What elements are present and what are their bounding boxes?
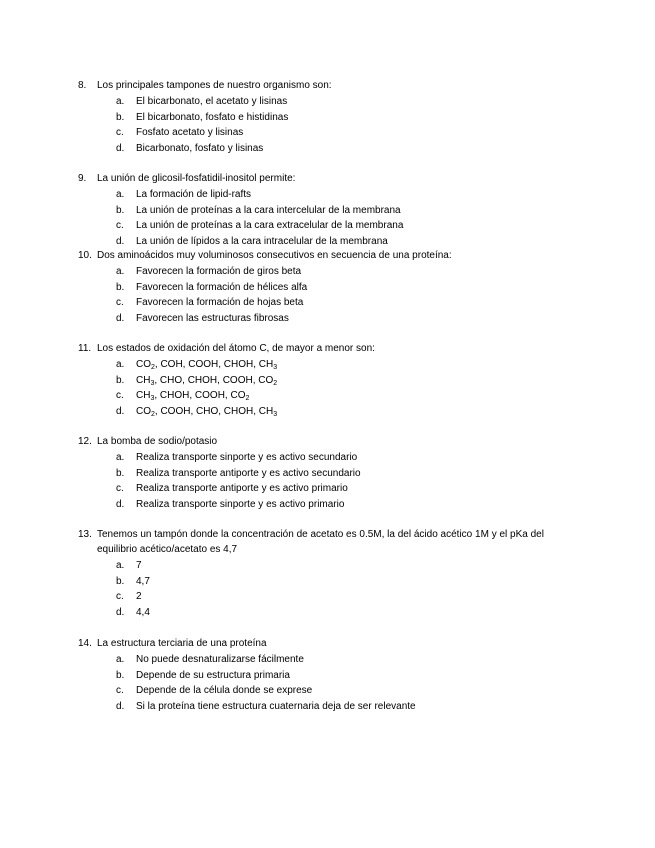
option-text: Favorecen la formación de hojas beta xyxy=(136,297,304,309)
option-letter: d. xyxy=(116,405,125,417)
question-stem xyxy=(78,636,608,651)
option-letter: a. xyxy=(116,560,125,571)
option-b xyxy=(78,280,608,296)
question-text: La unión de glicosil-fosfatidil-inositol permite: xyxy=(97,173,296,184)
option-d xyxy=(78,605,608,621)
question-number: 9. xyxy=(78,173,87,184)
formula-text: , CHOH, COOH, CO xyxy=(154,390,246,402)
option-letter: d. xyxy=(116,606,125,618)
subscript: 3 xyxy=(150,395,155,403)
option-a xyxy=(78,558,608,574)
question-stem xyxy=(78,171,608,186)
option-text: El bicarbonato, fosfato e histidinas xyxy=(136,111,289,123)
option-c xyxy=(78,125,608,141)
question-stem xyxy=(78,434,608,449)
option-text: Realiza transporte sinporte y es activo secundario xyxy=(136,452,358,463)
question-9 xyxy=(78,171,608,249)
question-text: La bomba de sodio/potasio xyxy=(97,436,218,447)
question-14 xyxy=(78,636,608,714)
option-letter: b. xyxy=(116,669,125,681)
question-number: 8. xyxy=(78,80,87,91)
formula-text: , COH, COOH, CHOH, CH xyxy=(154,359,274,370)
option-text: Realiza transporte antiporte y es activo secundario xyxy=(136,467,361,479)
option-b xyxy=(78,203,608,219)
option-letter: c. xyxy=(116,220,124,232)
question-number: 10. xyxy=(78,250,92,261)
subscript: 2 xyxy=(245,395,250,403)
formula-text: , COOH, CHO, CHOH, CH xyxy=(154,405,274,417)
subscript: 2 xyxy=(151,364,155,371)
option-text: Favorecen la formación de giros beta xyxy=(136,266,302,277)
option-letter: a. xyxy=(116,359,125,370)
option-b xyxy=(78,466,608,482)
option-text: Favorecen la formación de hélices alfa xyxy=(136,281,308,293)
option-letter: b. xyxy=(116,281,125,293)
option-letter: a. xyxy=(116,654,125,665)
option-d xyxy=(78,404,608,420)
option-text: La unión de proteínas a la cara intercelular de la membrana xyxy=(136,204,401,216)
option-letter: b. xyxy=(116,575,125,587)
option-letter: a. xyxy=(116,452,125,463)
question-number: 13. xyxy=(78,529,92,540)
question-text: Dos aminoácidos muy voluminosos consecutivos en secuencia de una proteína: xyxy=(97,250,452,261)
option-text: La unión de proteínas a la cara extracelular de la membrana xyxy=(136,220,404,232)
option-b xyxy=(78,668,608,684)
option-c xyxy=(78,589,608,605)
option-d xyxy=(78,311,608,327)
option-text: 2 xyxy=(136,591,142,603)
option-letter: a. xyxy=(116,189,125,200)
option-b xyxy=(78,574,608,590)
subscript: 2 xyxy=(151,410,155,418)
option-letter: c. xyxy=(116,591,124,603)
subscript: 3 xyxy=(273,364,278,371)
formula-text: CH xyxy=(136,390,151,402)
option-text xyxy=(136,390,249,401)
option-letter: b. xyxy=(116,374,125,386)
option-text: Depende de la célula donde se exprese xyxy=(136,685,313,697)
option-letter: c. xyxy=(116,685,124,697)
option-text: Realiza transporte sinporte y es activo primario xyxy=(136,498,345,510)
option-a xyxy=(78,357,608,373)
option-a xyxy=(78,187,608,203)
option-text xyxy=(136,375,277,386)
option-text: 4,4 xyxy=(136,606,150,618)
option-letter: c. xyxy=(116,390,124,402)
formula-text: CO xyxy=(136,359,151,370)
option-text: La unión de lípidos a la cara intracelular de la membrana xyxy=(136,235,388,247)
option-c xyxy=(78,683,608,699)
option-d xyxy=(78,699,608,715)
option-d xyxy=(78,497,608,513)
option-letter: b. xyxy=(116,467,125,479)
option-text: Fosfato acetato y lisinas xyxy=(136,127,244,139)
question-text-line-1: Tenemos un tampón donde la concentración de acetato es 0.5M, la del ácido acético 1M y el pKa del xyxy=(97,529,544,540)
option-a xyxy=(78,450,608,466)
option-b xyxy=(78,110,608,126)
question-8 xyxy=(78,78,608,156)
subscript: 3 xyxy=(273,410,278,418)
option-a xyxy=(78,264,608,280)
question-10 xyxy=(78,248,608,326)
option-text: Depende de su estructura primaria xyxy=(136,669,290,681)
option-text: El bicarbonato, el acetato y lisinas xyxy=(136,96,288,107)
question-stem xyxy=(78,248,608,263)
option-text: Si la proteína tiene estructura cuaternaria deja de ser relevante xyxy=(136,700,416,712)
formula-text: CO xyxy=(136,405,151,417)
question-text: Los principales tampones de nuestro organismo son: xyxy=(97,80,332,91)
option-text: Favorecen las estructuras fibrosas xyxy=(136,312,289,324)
question-stem xyxy=(78,341,608,356)
question-number: 12. xyxy=(78,436,92,447)
option-letter: c. xyxy=(116,483,124,495)
option-c xyxy=(78,218,608,234)
option-a xyxy=(78,652,608,668)
option-text: 7 xyxy=(136,560,142,571)
option-text: Realiza transporte antiporte y es activo primario xyxy=(136,483,348,495)
question-12 xyxy=(78,434,608,512)
option-d xyxy=(78,141,608,157)
question-number: 11. xyxy=(78,343,92,354)
option-letter: d. xyxy=(116,312,125,324)
formula-text: CH xyxy=(136,374,151,386)
option-letter: d. xyxy=(116,142,125,154)
question-13 xyxy=(78,527,608,620)
option-text xyxy=(136,359,277,370)
option-letter: b. xyxy=(116,204,125,216)
option-letter: b. xyxy=(116,111,125,123)
option-letter: c. xyxy=(116,297,124,309)
question-stem xyxy=(78,527,608,557)
option-letter: d. xyxy=(116,235,125,247)
option-text: La formación de lipid-rafts xyxy=(136,189,252,200)
option-c xyxy=(78,388,608,404)
question-text: Los estados de oxidación del átomo C, de mayor a menor son: xyxy=(97,343,375,354)
option-letter: a. xyxy=(116,266,125,277)
option-text xyxy=(136,406,277,417)
subscript: 3 xyxy=(150,379,155,387)
option-letter: a. xyxy=(116,96,125,107)
option-letter: d. xyxy=(116,700,125,712)
question-text: La estructura terciaria de una proteína xyxy=(97,638,267,649)
option-a xyxy=(78,94,608,110)
formula-text: , CHO, CHOH, COOH, CO xyxy=(154,374,274,386)
option-b xyxy=(78,373,608,389)
option-c xyxy=(78,295,608,311)
subscript: 2 xyxy=(273,379,278,387)
option-letter: d. xyxy=(116,498,125,510)
option-text: Bicarbonato, fosfato y lisinas xyxy=(136,142,264,154)
question-text-line-2: equilibrio acético/acetato es 4,7 xyxy=(97,544,238,555)
question-stem xyxy=(78,78,608,93)
option-c xyxy=(78,481,608,497)
question-number: 14. xyxy=(78,638,92,649)
option-text: 4,7 xyxy=(136,575,150,587)
option-text: No puede desnaturalizarse fácilmente xyxy=(136,654,304,665)
option-letter: c. xyxy=(116,127,124,139)
question-11 xyxy=(78,341,608,419)
